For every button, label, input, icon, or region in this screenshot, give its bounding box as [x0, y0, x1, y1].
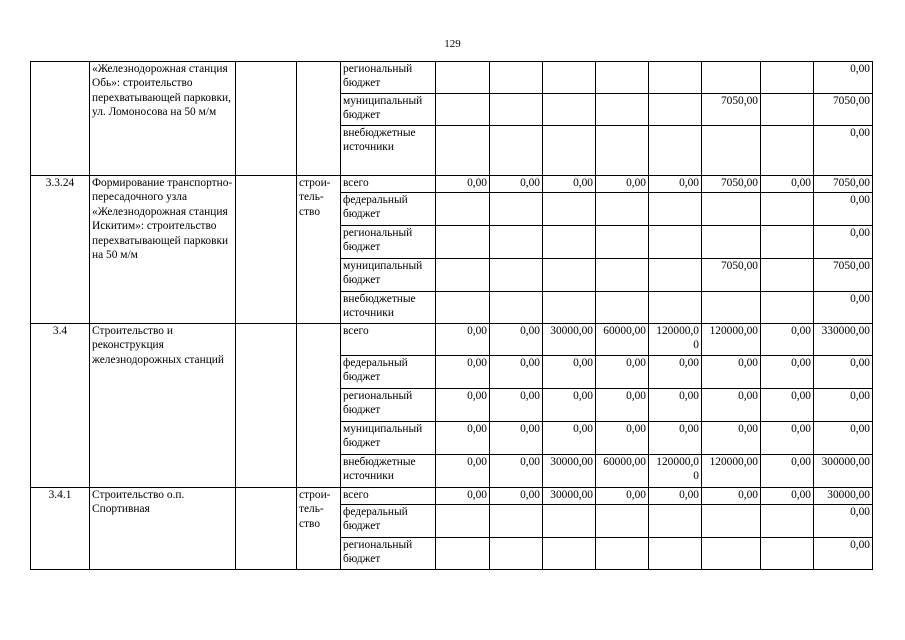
- total-value-cell: 0,00: [814, 226, 873, 259]
- year-value-cell: [543, 259, 596, 292]
- year-value-cell: [543, 538, 596, 570]
- page-number: 129: [444, 38, 461, 50]
- year-value-cell: [649, 538, 702, 570]
- year-value-cell: [761, 292, 814, 324]
- year-value-cell: 0,00: [649, 356, 702, 389]
- year-value-cell: 0,00: [761, 324, 814, 356]
- total-value-cell: 7050,00: [814, 176, 873, 193]
- funding-source: региональный бюджет: [341, 538, 436, 570]
- year-value-cell: [543, 505, 596, 538]
- item-code: 3.4.1: [31, 488, 90, 570]
- total-value-cell: 0,00: [814, 538, 873, 570]
- year-value-cell: 0,00: [490, 324, 543, 356]
- year-value-cell: 0,00: [596, 389, 649, 422]
- year-value-cell: 0,00: [702, 488, 761, 505]
- year-value-cell: [596, 259, 649, 292]
- year-value-cell: [761, 62, 814, 94]
- total-value-cell: 0,00: [814, 505, 873, 538]
- year-value-cell: 0,00: [761, 422, 814, 455]
- year-value-cell: [761, 126, 814, 176]
- year-value-cell: [490, 538, 543, 570]
- item-empty-cell: [236, 488, 297, 570]
- year-value-cell: [490, 292, 543, 324]
- year-value-cell: [490, 259, 543, 292]
- funding-source: внебюджетные источники: [341, 292, 436, 324]
- year-value-cell: 30000,00: [543, 324, 596, 356]
- total-value-cell: 0,00: [814, 193, 873, 226]
- year-value-cell: 0,00: [702, 389, 761, 422]
- year-value-cell: 0,00: [543, 422, 596, 455]
- year-value-cell: [490, 62, 543, 94]
- year-value-cell: [436, 259, 490, 292]
- year-value-cell: [649, 292, 702, 324]
- total-value-cell: 0,00: [814, 389, 873, 422]
- item-name: «Железнодорожная станция Обь»: строительство перехватывающей парковки, ул. Ломоносова на 50 м/м: [90, 62, 236, 176]
- year-value-cell: [702, 126, 761, 176]
- funding-source: всего: [341, 324, 436, 356]
- funding-source: муниципальный бюджет: [341, 259, 436, 292]
- year-value-cell: 0,00: [543, 356, 596, 389]
- table-row: [31, 62, 873, 94]
- table-row: [31, 324, 873, 356]
- year-value-cell: [596, 62, 649, 94]
- year-value-cell: [702, 538, 761, 570]
- year-value-cell: [761, 505, 814, 538]
- funding-source: региональный бюджет: [341, 226, 436, 259]
- year-value-cell: [490, 505, 543, 538]
- year-value-cell: 0,00: [702, 356, 761, 389]
- year-value-cell: 0,00: [702, 422, 761, 455]
- total-value-cell: 0,00: [814, 356, 873, 389]
- item-empty-cell: [236, 176, 297, 324]
- year-value-cell: 0,00: [596, 176, 649, 193]
- year-value-cell: 0,00: [649, 389, 702, 422]
- funding-source: внебюджетные источники: [341, 126, 436, 176]
- year-value-cell: 0,00: [596, 356, 649, 389]
- year-value-cell: [543, 126, 596, 176]
- year-value-cell: 0,00: [490, 488, 543, 505]
- total-value-cell: 30000,00: [814, 488, 873, 505]
- total-value-cell: 0,00: [814, 292, 873, 324]
- year-value-cell: 0,00: [761, 455, 814, 488]
- year-value-cell: 0,00: [436, 356, 490, 389]
- funding-source: федеральный бюджет: [341, 193, 436, 226]
- year-value-cell: [702, 62, 761, 94]
- year-value-cell: 60000,00: [596, 324, 649, 356]
- total-value-cell: 0,00: [814, 62, 873, 94]
- year-value-cell: 0,00: [436, 488, 490, 505]
- funding-source: всего: [341, 176, 436, 193]
- year-value-cell: 0,00: [436, 455, 490, 488]
- year-value-cell: [436, 94, 490, 126]
- year-value-cell: 60000,00: [596, 455, 649, 488]
- item-work-type: строи-тель-ство: [297, 176, 341, 324]
- year-value-cell: 120000,00: [649, 455, 702, 488]
- item-empty-cell: [236, 324, 297, 488]
- total-value-cell: 330000,00: [814, 324, 873, 356]
- total-value-cell: 0,00: [814, 422, 873, 455]
- total-value-cell: 300000,00: [814, 455, 873, 488]
- funding-source: федеральный бюджет: [341, 356, 436, 389]
- year-value-cell: 120000,00: [649, 324, 702, 356]
- year-value-cell: [436, 505, 490, 538]
- year-value-cell: 0,00: [436, 389, 490, 422]
- funding-source: муниципальный бюджет: [341, 94, 436, 126]
- year-value-cell: 0,00: [543, 389, 596, 422]
- year-value-cell: [490, 94, 543, 126]
- year-value-cell: [596, 505, 649, 538]
- item-name: Строительство о.п. Спортивная: [90, 488, 236, 570]
- year-value-cell: [649, 226, 702, 259]
- year-value-cell: [543, 62, 596, 94]
- year-value-cell: [596, 292, 649, 324]
- year-value-cell: [649, 193, 702, 226]
- year-value-cell: 0,00: [649, 176, 702, 193]
- item-work-type: строи-тель-ство: [297, 488, 341, 570]
- year-value-cell: 0,00: [596, 422, 649, 455]
- year-value-cell: [596, 193, 649, 226]
- year-value-cell: 0,00: [761, 389, 814, 422]
- year-value-cell: [490, 226, 543, 259]
- total-value-cell: 7050,00: [814, 94, 873, 126]
- year-value-cell: [649, 62, 702, 94]
- funding-source: региональный бюджет: [341, 389, 436, 422]
- year-value-cell: 0,00: [761, 356, 814, 389]
- year-value-cell: 0,00: [436, 176, 490, 193]
- budget-table: [30, 61, 873, 570]
- item-work-type: [297, 324, 341, 488]
- year-value-cell: 0,00: [436, 422, 490, 455]
- year-value-cell: 0,00: [490, 389, 543, 422]
- year-value-cell: [761, 193, 814, 226]
- year-value-cell: 0,00: [649, 488, 702, 505]
- item-empty-cell: [236, 62, 297, 176]
- year-value-cell: [702, 505, 761, 538]
- year-value-cell: 7050,00: [702, 259, 761, 292]
- year-value-cell: 0,00: [490, 356, 543, 389]
- table-row: [31, 176, 873, 193]
- total-value-cell: 7050,00: [814, 259, 873, 292]
- year-value-cell: 7050,00: [702, 94, 761, 126]
- table-row: [31, 488, 873, 505]
- year-value-cell: [436, 226, 490, 259]
- year-value-cell: [596, 126, 649, 176]
- year-value-cell: 0,00: [596, 488, 649, 505]
- item-code: 3.4: [31, 324, 90, 488]
- item-name: Формирование транспортно-пересадочного узла «Железнодорожная станция Искитим»: строительство перехватывающей парковки на 50 м/м: [90, 176, 236, 324]
- year-value-cell: [543, 226, 596, 259]
- funding-source: внебюджетные источники: [341, 455, 436, 488]
- funding-source: муниципальный бюджет: [341, 422, 436, 455]
- year-value-cell: [436, 62, 490, 94]
- item-work-type: [297, 62, 341, 176]
- year-value-cell: 0,00: [490, 176, 543, 193]
- item-code: [31, 62, 90, 176]
- total-value-cell: 0,00: [814, 126, 873, 176]
- year-value-cell: 0,00: [649, 422, 702, 455]
- year-value-cell: 120000,00: [702, 455, 761, 488]
- year-value-cell: [436, 193, 490, 226]
- year-value-cell: [649, 505, 702, 538]
- year-value-cell: [649, 94, 702, 126]
- year-value-cell: 7050,00: [702, 176, 761, 193]
- year-value-cell: [761, 94, 814, 126]
- year-value-cell: [436, 292, 490, 324]
- year-value-cell: 120000,00: [702, 324, 761, 356]
- year-value-cell: [761, 226, 814, 259]
- year-value-cell: [702, 292, 761, 324]
- year-value-cell: 0,00: [436, 324, 490, 356]
- year-value-cell: [596, 226, 649, 259]
- year-value-cell: [596, 538, 649, 570]
- year-value-cell: 30000,00: [543, 455, 596, 488]
- year-value-cell: 0,00: [761, 488, 814, 505]
- year-value-cell: 0,00: [543, 176, 596, 193]
- year-value-cell: [436, 538, 490, 570]
- year-value-cell: [649, 259, 702, 292]
- year-value-cell: 0,00: [761, 176, 814, 193]
- year-value-cell: 0,00: [490, 455, 543, 488]
- year-value-cell: 0,00: [490, 422, 543, 455]
- year-value-cell: [761, 259, 814, 292]
- funding-source: федеральный бюджет: [341, 505, 436, 538]
- year-value-cell: [543, 292, 596, 324]
- year-value-cell: [761, 538, 814, 570]
- item-code: 3.3.24: [31, 176, 90, 324]
- funding-source: всего: [341, 488, 436, 505]
- funding-source: региональный бюджет: [341, 62, 436, 94]
- year-value-cell: [702, 226, 761, 259]
- year-value-cell: [649, 126, 702, 176]
- item-name: Строительство и реконструкция железнодорожных станций: [90, 324, 236, 488]
- year-value-cell: [436, 126, 490, 176]
- year-value-cell: [490, 126, 543, 176]
- year-value-cell: [543, 193, 596, 226]
- year-value-cell: 30000,00: [543, 488, 596, 505]
- year-value-cell: [596, 94, 649, 126]
- year-value-cell: [490, 193, 543, 226]
- year-value-cell: [543, 94, 596, 126]
- year-value-cell: [702, 193, 761, 226]
